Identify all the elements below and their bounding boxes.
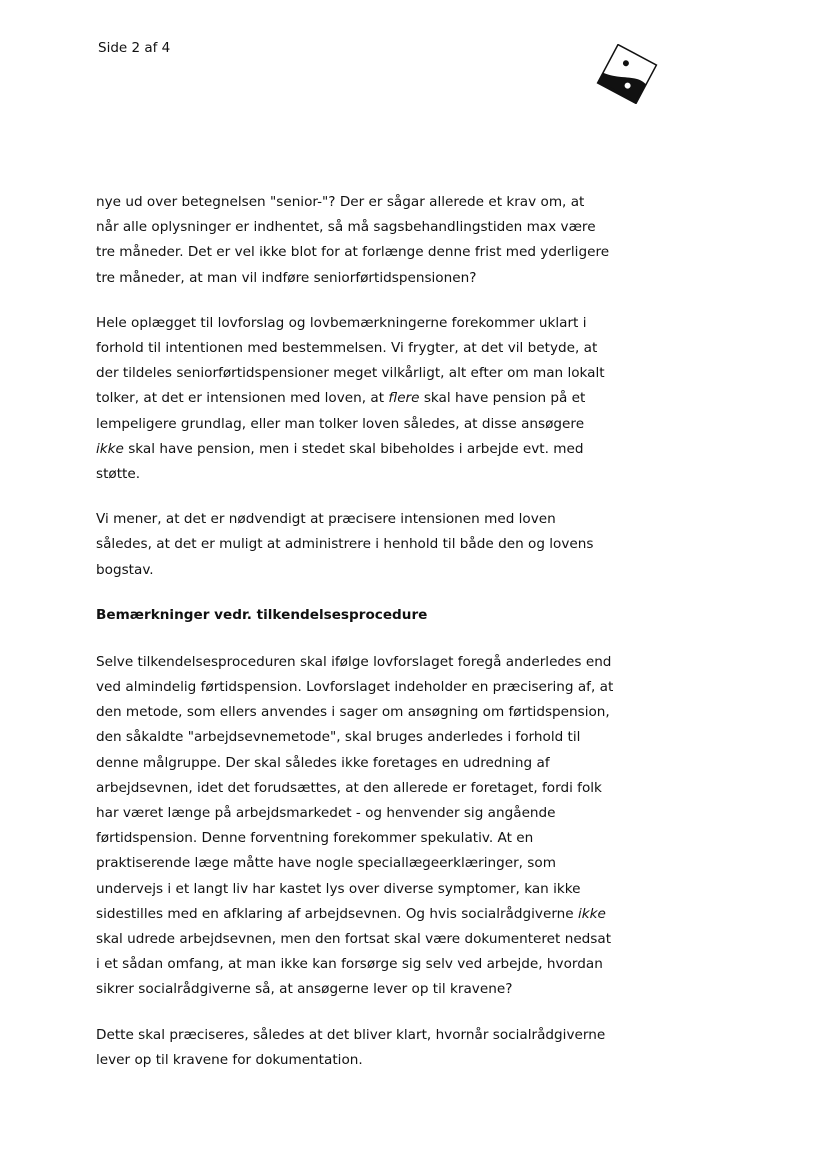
text-line: støtte.	[96, 466, 141, 483]
emphasis-flere: flere	[388, 390, 420, 407]
text-line: den såkaldte "arbejdsevnemetode", skal bruges anderledes i forhold til	[96, 729, 581, 746]
section-paragraph-1	[96, 650, 636, 1003]
text-segment: skal have pension på et	[419, 390, 586, 407]
text-line: arbejdsevnen, idet det forudsættes, at den allerede er foretaget, fordi folk	[96, 779, 602, 796]
section-paragraph-2	[96, 1023, 636, 1073]
text-line: bogstav.	[96, 561, 154, 578]
text-line: sikrer socialrådgiverne så, at ansøgerne lever op til kravene?	[96, 981, 513, 998]
text-line: Vi mener, at det er nødvendigt at præcisere intensionen med loven	[96, 511, 556, 528]
text-line: skal udrede arbejdsevnen, men den fortsat skal være dokumenteret nedsat	[96, 931, 612, 948]
text-line: har været længe på arbejdsmarkedet - og henvender sig angående	[96, 805, 556, 822]
text-line: der tildeles seniorførtidspensioner meget vilkårligt, alt efter om man lokalt	[96, 365, 605, 382]
text-line: Hele oplægget til lovforslag og lovbemærkningerne forekommer uklart i	[96, 314, 587, 331]
text-line: praktiserende læge måtte have nogle speciallægeerklæringer, som	[96, 855, 556, 872]
document-body	[96, 190, 636, 1093]
text-line: Dette skal præciseres, således at det bliver klart, hvornår socialrådgiverne	[96, 1026, 606, 1043]
page-number: Side 2 af 4	[98, 40, 171, 56]
text-segment: tolker, at det er intensionen med loven, at	[96, 390, 389, 407]
text-line: når alle oplysninger er indhentet, så må sagsbehandlingstiden max være	[96, 219, 596, 236]
text-line: i et sådan omfang, at man ikke kan forsørge sig selv ved arbejde, hvordan	[96, 956, 603, 973]
text-line	[96, 902, 636, 927]
text-line: forhold til intentionen med bestemmelsen. Vi frygter, at det vil betyde, at	[96, 340, 598, 357]
text-segment: sidestilles med en afklaring af arbejdsevnen. Og hvis socialrådgiverne	[96, 905, 578, 922]
text-line: tre måneder, at man vil indføre seniorførtidspensionen?	[96, 269, 477, 286]
text-line	[96, 386, 636, 411]
paragraph-1	[96, 190, 636, 291]
emphasis-ikke: ikke	[96, 440, 124, 457]
section-heading: Bemærkninger vedr. tilkendelsesprocedure	[96, 606, 428, 623]
text-line: således, at det er muligt at administrere i henhold til både den og lovens	[96, 536, 594, 553]
text-line: ved almindelig førtidspension. Lovforslaget indeholder en præcisering af, at	[96, 679, 614, 696]
paragraph-2	[96, 311, 636, 487]
text-line: Selve tilkendelsesproceduren skal ifølge lovforslaget foregå anderledes end	[96, 653, 612, 670]
text-line: førtidspension. Denne forventning forekommer spekulativ. At en	[96, 830, 534, 847]
text-segment: skal have pension, men i stedet skal bibeholdes i arbejde evt. med	[123, 440, 584, 457]
yin-yang-diamond-logo-icon	[596, 44, 658, 104]
text-line: nye ud over betegnelsen "senior-"? Der er sågar allerede et krav om, at	[96, 194, 585, 210]
text-line: lempeligere grundlag, eller man tolker loven således, at disse ansøgere	[96, 415, 585, 432]
text-line: undervejs i et langt liv har kastet lys over diverse symptomer, kan ikke	[96, 880, 581, 897]
text-line: tre måneder. Det er vel ikke blot for at forlænge denne frist med yderligere	[96, 244, 610, 261]
text-line: den metode, som ellers anvendes i sager om ansøgning om førtidspension,	[96, 704, 610, 721]
text-line	[96, 437, 636, 462]
emphasis-ikke: ikke	[577, 905, 606, 922]
text-line: lever op til kravene for dokumentation.	[96, 1051, 363, 1068]
paragraph-3	[96, 507, 636, 583]
text-line: denne målgruppe. Der skal således ikke foretages en udredning af	[96, 754, 550, 771]
